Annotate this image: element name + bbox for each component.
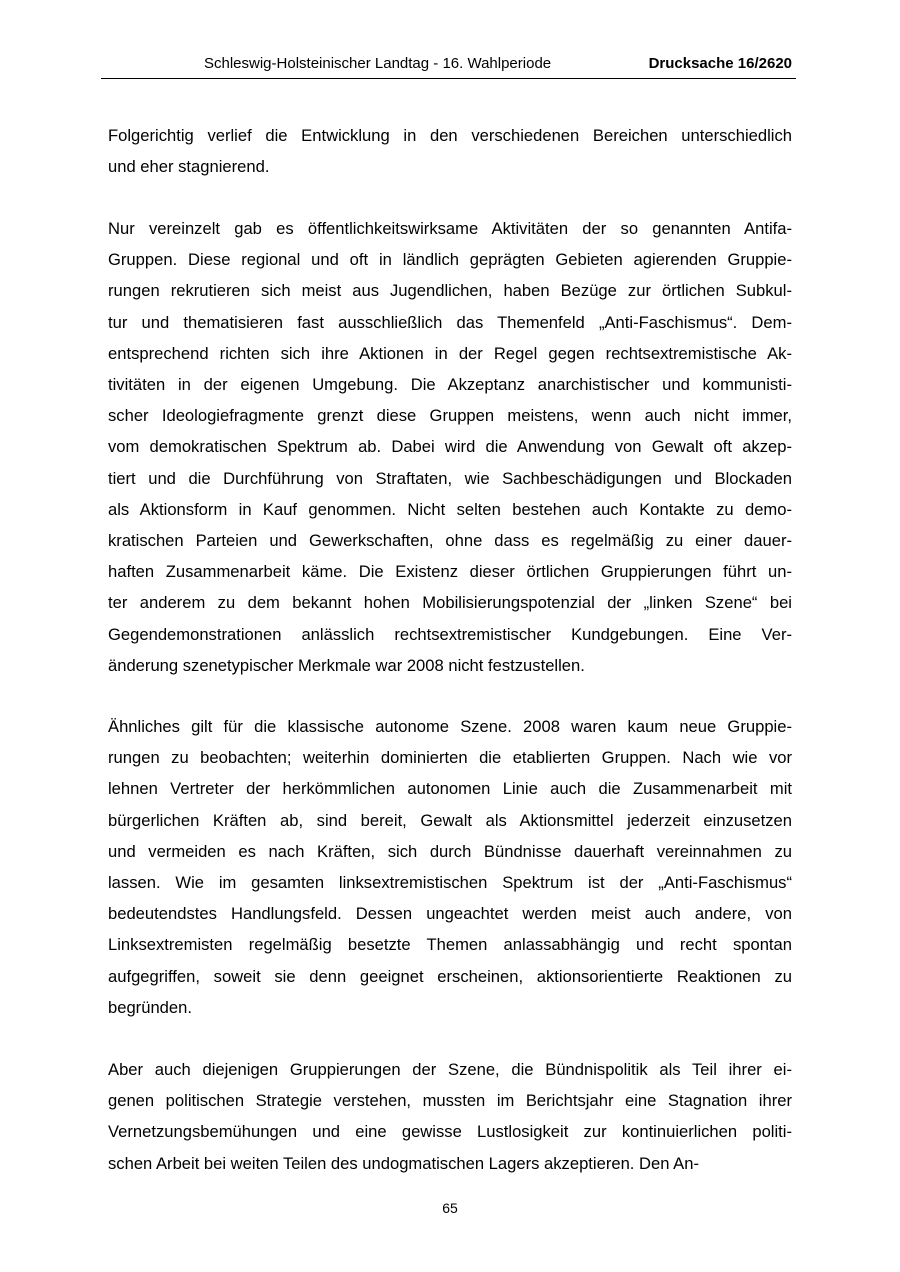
text-line: Folgerichtig verlief die Entwicklung in den verschiedenen Bereichen unterschiedlich [108,126,792,145]
text-line: scher Ideologiefragmente grenzt diese Gruppen meistens, wenn auch nicht immer, [108,406,792,426]
text-line: entsprechend richten sich ihre Aktionen in der Regel gegen rechtsextremistische Ak- [108,343,792,363]
text-line: Gruppen. Diese regional und oft in ländlich geprägten Gebieten agierenden Gruppie- [108,250,792,270]
text-line: rungen zu beobachten; weiterhin dominierten die etablierten Gruppen. Nach wie vor [108,748,792,768]
text-line: vom demokratischen Spektrum ab. Dabei wird die Anwendung von Gewalt oft akzep- [108,437,792,457]
page-number: 65 [442,1200,458,1216]
text-line: bedeutendstes Handlungsfeld. Dessen ungeachtet werden meist auch andere, von [108,904,792,924]
text-line: lehnen Vertreter der herkömmlichen autonomen Linie auch die Zusammenarbeit mit [108,779,792,799]
text-line: haften Zusammenarbeit käme. Die Existenz dieser örtlichen Gruppierungen führt un- [108,562,792,582]
text-line: tivitäten in der eigenen Umgebung. Die Akzeptanz anarchistischer und kommunisti- [108,375,792,394]
header-title: Schleswig-Holsteinischer Landtag - 16. Wahlperiode [204,55,552,72]
text-line: tiert und die Durchführung von Straftaten, wie Sachbeschädigungen und Blockaden [108,468,792,488]
text-line: und vermeiden es nach Kräften, sich durch Bündnisse dauerhaft vereinnahmen zu [108,841,792,861]
text-line: bürgerlichen Kräften ab, sind bereit, Gewalt als Aktionsmittel jederzeit einzusetzen [108,810,792,830]
text-line: begründen. [108,997,192,1017]
text-line: tur und thematisieren fast ausschließlich das Themenfeld „Anti-Faschismus“. Dem- [108,312,792,332]
text-line: änderung szenetypischer Merkmale war 2008 nicht festzustellen. [108,655,585,675]
text-line: lassen. Wie im gesamten linksextremistischen Spektrum ist der „Anti-Faschismus“ [108,873,792,892]
text-line: und eher stagnierend. [108,157,270,177]
text-line: ter anderem zu dem bekannt hohen Mobilisierungspotenzial der „linken Szene“ bei [108,593,792,613]
text-line: aufgegriffen, soweit sie denn geeignet erscheinen, aktionsorientierte Reaktionen zu [108,966,792,986]
text-line: Ähnliches gilt für die klassische autonome Szene. 2008 waren kaum neue Gruppie- [108,717,792,736]
text-line: kratischen Parteien und Gewerkschaften, ohne dass es regelmäßig zu einer dauer- [108,531,792,550]
text-line: Vernetzungsbemühungen und eine gewisse Lustlosigkeit zur kontinuierlichen politi- [108,1122,792,1142]
document-number: Drucksache 16/2620 [648,55,792,72]
text-line: rungen rekrutieren sich meist aus Jugendlichen, haben Bezüge zur örtlichen Subkul- [108,281,792,301]
text-line: genen politischen Strategie verstehen, mussten im Berichtsjahr eine Stagnation ihrer [108,1091,792,1111]
text-line: Aber auch diejenigen Gruppierungen der Szene, die Bündnispolitik als Teil ihrer ei- [108,1060,792,1079]
text-line: Gegendemonstrationen anlässlich rechtsextremistischer Kundgebungen. Eine Ver- [108,624,792,644]
text-line: Linksextremisten regelmäßig besetzte Themen anlassabhängig und recht spontan [108,935,792,955]
text-line: schen Arbeit bei weiten Teilen des undogmatischen Lagers akzeptieren. Den An- [108,1153,699,1173]
page-header [101,52,796,79]
text-line: als Aktionsform in Kauf genommen. Nicht selten bestehen auch Kontakte zu demo- [108,499,792,519]
text-line: Nur vereinzelt gab es öffentlichkeitswirksame Aktivitäten der so genannten Antifa- [108,219,792,238]
